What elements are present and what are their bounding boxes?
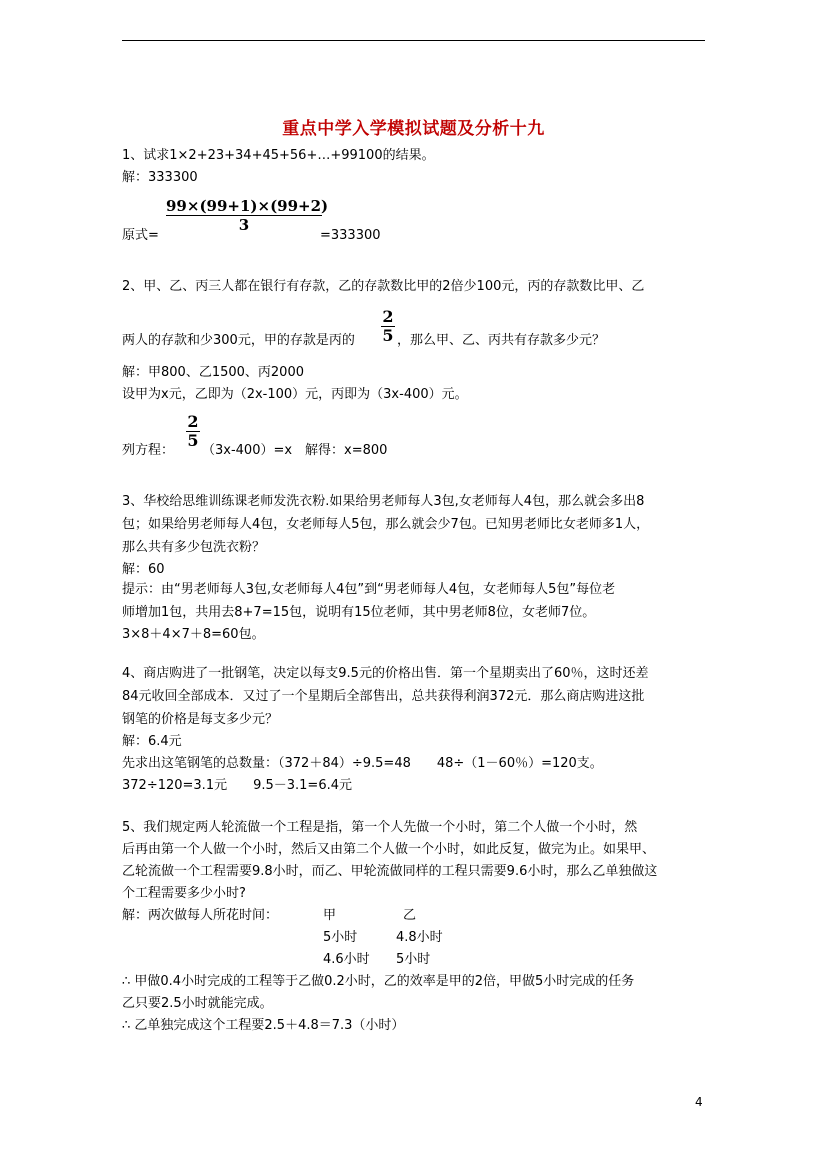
q5-col-jia: 甲: [323, 908, 337, 923]
q5-table-lead: 解：两次做每人所花时间：: [122, 908, 279, 923]
q1-formula-lead: 原式=: [122, 228, 159, 243]
q1-fraction: [166, 197, 329, 234]
q1-fraction-denominator: 3: [238, 216, 250, 234]
q3-answer: 解：60: [122, 562, 165, 577]
q2-fraction-numerator: 2: [382, 307, 394, 326]
header-rule: [122, 40, 705, 41]
q5-conclusion: 乙只要2.5小时就能完成。: [122, 996, 273, 1011]
page-number: 4: [695, 1095, 703, 1109]
q2-setup: 设甲为x元，乙即为（2x-100）元，丙即为（3x-400）元。: [122, 387, 468, 402]
q2-answer: 解：甲800、乙1500、丙2000: [122, 365, 304, 380]
q2-equation-fraction: [186, 413, 200, 450]
page-title: 重点中学入学模拟试题及分析十九: [282, 119, 545, 139]
q5-row1-jia: 5小时: [323, 930, 358, 945]
q2-eq-fraction-denominator: 5: [187, 431, 199, 450]
q5-col-yi: 乙: [403, 908, 417, 923]
q5-row1-yi: 4.8小时: [396, 930, 443, 945]
q4-answer: 解：6.4元: [122, 734, 182, 749]
q2-eq-fraction-numerator: 2: [187, 412, 199, 431]
q2-equation-lead: 列方程：: [122, 443, 175, 458]
q3-line: 3×8＋4×7＋8=60包。: [122, 627, 265, 642]
q1-answer: 解：333300: [122, 170, 198, 185]
q2-fraction-denominator: 5: [382, 326, 394, 345]
q5-row2-yi: 5小时: [396, 952, 431, 967]
q3-line: 提示：由“男老师每人3包,女老师每人4包”到“男老师每人4包，女老师每人5包”每位老: [122, 582, 616, 597]
q4-line: 钢笔的价格是每支多少元？: [122, 712, 279, 727]
q1-fraction-numerator: 99×(99+1)×(99+2): [166, 197, 329, 215]
q3-line: 那么共有多少包洗衣粉？: [122, 540, 266, 555]
q2-fraction: [381, 308, 395, 345]
q5-line: 个工程需要多少小时?: [122, 886, 246, 901]
q4-line: 先求出这笔钢笔的总数量：（372＋84）÷9.5=48 48÷（1－60％）=120支。: [122, 756, 603, 771]
q2-line-2a: 两人的存款和少300元，甲的存款是丙的: [122, 333, 355, 348]
q5-row2-jia: 4.6小时: [323, 952, 370, 967]
q5-line: 后再由第一个人做一个小时，然后又由第二个人做一个小时，如此反复，做完为止。如果甲、: [122, 842, 656, 857]
q5-line: 5、我们规定两人轮流做一个工程是指，第一个人先做一个小时，第二个人做一个小时，然: [122, 820, 638, 835]
q2-line-2b: ，那么甲、乙、丙共有存款多少元？: [397, 333, 606, 348]
q4-line: 4、商店购进了一批钢笔，决定以每支9.5元的价格出售．第一个星期卖出了60％，这时还差: [122, 666, 649, 681]
q3-line: 3、华校给思维训练课老师发洗衣粉.如果给男老师每人3包,女老师每人4包，那么就会多出8: [122, 494, 645, 509]
q5-conclusion: ∴ 甲做0.4小时完成的工程等于乙做0.2小时，乙的效率是甲的2倍，甲做5小时完成的任务: [122, 974, 635, 989]
q5-line: 乙轮流做一个工程需要9.8小时，而乙、甲轮流做同样的工程只需要9.6小时，那么乙单独做这: [122, 864, 658, 879]
q2-line-1: 2、甲、乙、丙三人都在银行有存款，乙的存款数比甲的2倍少100元，丙的存款数比甲、乙: [122, 279, 645, 294]
q1-formula-result: =333300: [320, 228, 381, 243]
q1-question: 1、试求1×2+23+34+45+56+…+99100的结果。: [122, 148, 435, 163]
q4-line: 372÷120=3.1元 9.5－3.1=6.4元: [122, 778, 353, 793]
q3-line: 师增加1包，共用去8+7=15包，说明有15位老师，其中男老师8位，女老师7位。: [122, 605, 596, 620]
q5-conclusion: ∴ 乙单独完成这个工程要2.5＋4.8＝7.3（小时）: [122, 1018, 405, 1033]
q4-line: 84元收回全部成本．又过了一个星期后全部售出，总共获得利润372元．那么商店购进这批: [122, 689, 645, 704]
q3-line: 包；如果给男老师每人4包，女老师每人5包，那么就会少7包。已知男老师比女老师多1人，: [122, 517, 650, 532]
q2-equation-tail: （3x-400）=x 解得：x=800: [202, 443, 388, 458]
